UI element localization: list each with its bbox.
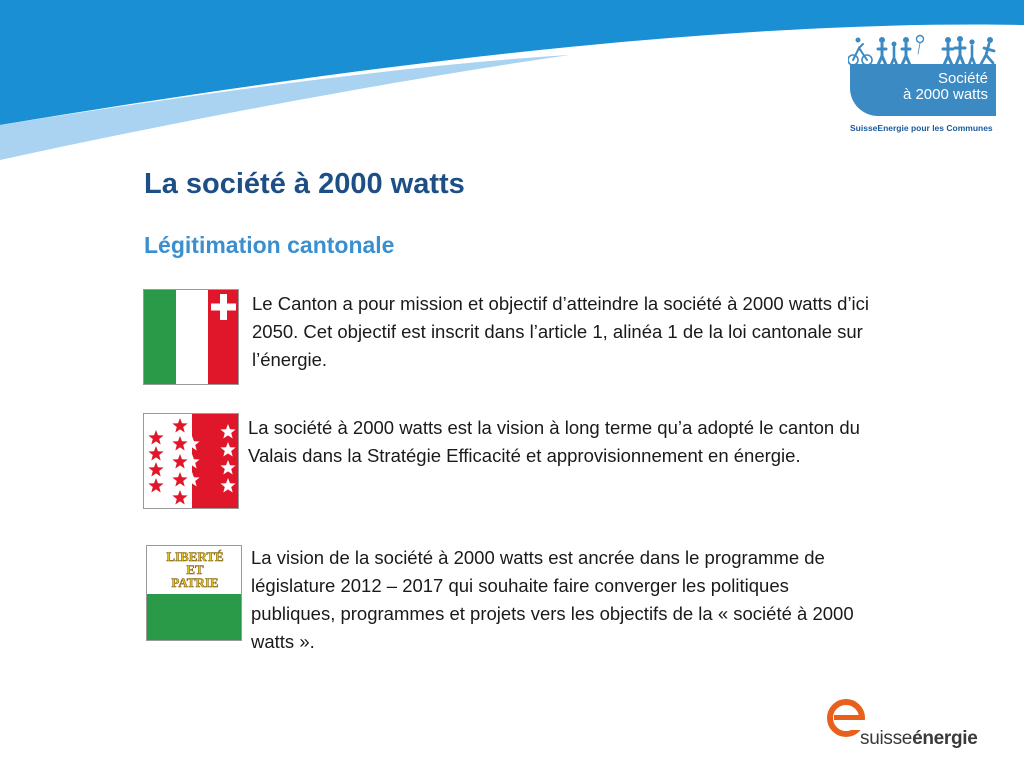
block-text-ticino: Le Canton a pour mission et objectif d’atteindre la société à 2000 watts d’ici 2050. Cet objectif est inscrit dans l’article 1, alinéa 1 de la loi cantonale sur l’énergie.: [252, 293, 870, 370]
vaud-motto-line1: LIBERTÉ: [166, 549, 224, 564]
suisse-energie-logo: [826, 698, 996, 758]
brand-wordmark: [860, 728, 978, 750]
vaud-flag-icon: [146, 545, 242, 641]
logo-banner: [850, 64, 996, 116]
vaud-motto-line3: PATRIE: [171, 575, 219, 590]
vaud-motto-line2: ET: [186, 562, 204, 577]
logo-subtitle: SuisseEnergie pour les Communes: [850, 123, 993, 133]
page-subtitle: Légitimation cantonale: [144, 232, 395, 258]
ticino-flag-icon: [143, 289, 239, 385]
brand-part1: suisse: [860, 728, 913, 749]
logo-title-line2: à 2000 watts: [902, 86, 988, 103]
valais-flag-icon: [143, 413, 239, 509]
logo-title-line1: Société: [937, 70, 988, 87]
block-text-valais: La société à 2000 watts est la vision à long terme qu’a adopté le canton du Valais dans la Stratégie Efficacité et approvisionnement en énergie.: [248, 417, 860, 466]
page-title: La société à 2000 watts: [144, 168, 465, 200]
brand-part2: énergie: [912, 728, 978, 749]
societe-2000-watts-logo: [848, 34, 1000, 136]
block-text-vaud: La vision de la société à 2000 watts est ancrée dans le programme de législature 2012 – 2017 qui souhaite faire converger les politiques publiques, programmes et projets vers les objectifs de la « société à 2000 watts ».: [251, 547, 854, 652]
